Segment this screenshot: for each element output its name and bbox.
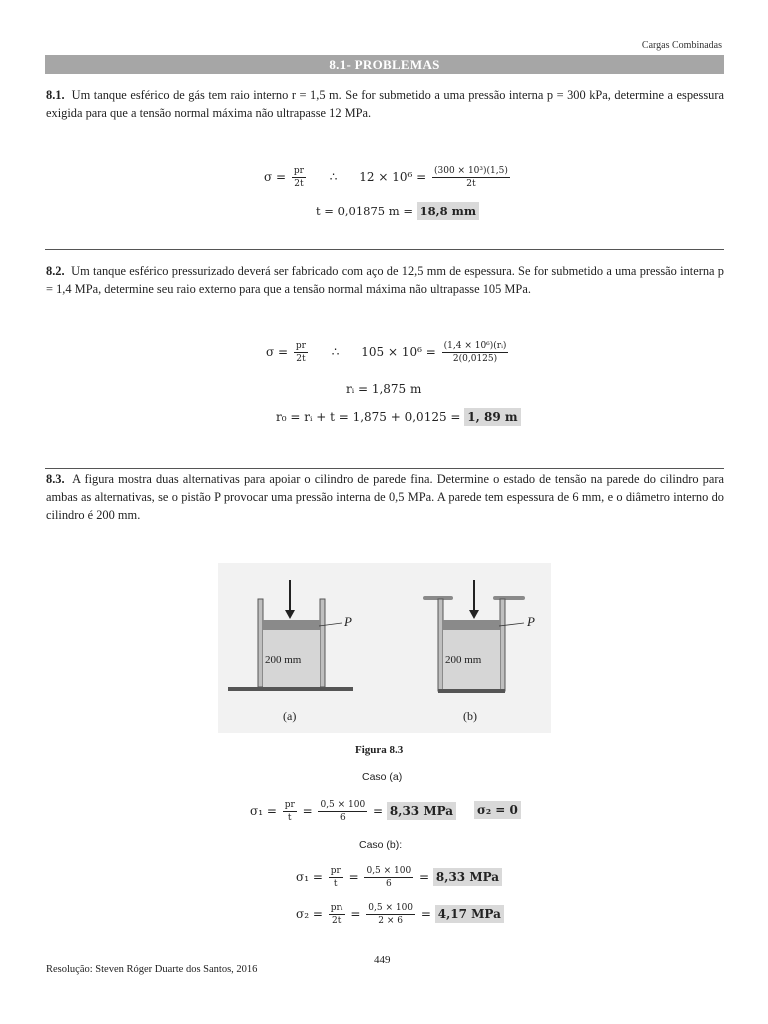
problem-number: 8.3. — [46, 472, 65, 486]
cylinder-bottom — [438, 689, 505, 693]
case-b-sigma2: σ₂ = $\frac{\text{prᵢ}}{2t}$ = $\frac{0,5 \times 100}{2 \times 6}$ = 4,17 MPa — [296, 903, 504, 926]
equation-8-1-a — [264, 166, 512, 189]
problem-number: 8.1. — [46, 88, 65, 102]
problem-text: Um tanque esférico de gás tem raio interno r = 1,5 m. Se for submetido a uma pressão interna p = 300 kPa, determine a espessura exigida para que a tensão normal máxima não ultrapasse 12 MPa. — [46, 88, 724, 120]
fraction: $\frac{\text{prᵢ}}{2t}$ — [330, 903, 343, 926]
ground-base — [228, 687, 353, 691]
page-number: 449 — [374, 954, 391, 966]
fraction: $\frac{\text{(300 × 10³)(1,5)}}{2t}$ — [434, 166, 508, 189]
cylinder-wall-left — [258, 599, 263, 687]
fraction: $\frac{pr}{t}$ — [330, 866, 341, 889]
diameter-label: 200 mm — [445, 654, 482, 666]
result-highlight: σ₂ = 0 — [474, 801, 521, 819]
arrow-head — [285, 610, 295, 619]
divider — [45, 249, 724, 250]
case-b-diagram — [423, 580, 535, 723]
ri-line: rᵢ = 1,875 m — [346, 382, 422, 396]
equation-8-2-a — [266, 341, 510, 364]
label-a: (a) — [283, 709, 297, 723]
section-title-bar: 8.1- PROBLEMAS — [45, 55, 724, 74]
diameter-label: 200 mm — [265, 654, 302, 666]
piston-label: P — [344, 614, 352, 629]
eq-lhs: σ₁ = — [296, 870, 323, 884]
problem-text: A figura mostra duas alternativas para apoiar o cilindro de parede fina. Determine o estado de tensão na parede do cilindro para ambas as alternativas, se o pistão P provocar uma pressão interna de 0,5 MPa. A parede tem espessura de 6 mm, e o diâmetro interno do cilindro é 200 mm. — [46, 472, 725, 522]
fraction: $\frac{\text{(1,4 × 10⁶)(rᵢ)}}{2(0,0125)}$ — [443, 341, 507, 364]
running-header: Cargas Combinadas — [641, 40, 722, 51]
cylinder-diagram — [218, 563, 551, 733]
result-highlight: 18,8 mm — [417, 202, 479, 220]
result-prefix: r₀ = rᵢ + t = 1,875 + 0,0125 = — [276, 410, 461, 424]
fraction: $\frac{0,5 \times 100}{6}$ — [366, 866, 412, 889]
figure-8-3 — [218, 563, 551, 733]
eq-lhs: 12 × 10⁶ = — [359, 170, 427, 184]
result-8-1 — [316, 204, 479, 218]
fraction: $\frac{pr}{2t}$ — [293, 166, 304, 189]
eq-lhs: σ = — [266, 345, 289, 359]
case-a-title: Caso (a) — [362, 771, 403, 783]
label-b: (b) — [463, 709, 477, 723]
problem-8-1-statement — [46, 86, 724, 122]
cylinder-wall-right — [500, 599, 505, 691]
case-b-sigma1: σ₁ = $\frac{pr}{t}$ = $\frac{0,5 \times 100}{6}$ = 8,33 MPa — [296, 866, 502, 889]
result-8-2 — [276, 410, 521, 424]
result-highlight: 8,33 MPa — [387, 802, 456, 820]
case-a-diagram — [228, 580, 353, 723]
cylinder-wall-right — [320, 599, 325, 687]
case-a-sigma2 — [474, 803, 521, 817]
problem-text: Um tanque esférico pressurizado deverá ser fabricado com aço de 12,5 mm de espessura. Se for submetido a uma pressão interna p = 1,4 MPa, determine seu raio externo para que a tensão normal máxima não ultrapasse 105 MPa. — [46, 264, 724, 296]
fraction: $\frac{0,5 \times 100}{2 \times 6}$ — [368, 903, 414, 926]
piston-label: P — [527, 614, 535, 629]
case-a-sigma1: σ₁ = $\frac{pr}{t}$ = $\frac{0,5 \times 100}{6}$ = 8,33 MPa — [250, 800, 456, 823]
figure-caption: Figura 8.3 — [355, 744, 404, 756]
eq-lhs: σ₁ = — [250, 804, 277, 818]
problem-number: 8.2. — [46, 264, 65, 278]
footer-credit: Resolução: Steven Róger Duarte dos Santos, 2016 — [46, 964, 258, 975]
result-highlight: 8,33 MPa — [433, 868, 502, 886]
result-highlight: 1, 89 m — [464, 408, 520, 426]
divider — [45, 468, 724, 469]
eq-lhs: σ = — [264, 170, 287, 184]
case-b-title: Caso (b): — [359, 839, 403, 851]
result-highlight: 4,17 MPa — [435, 905, 504, 923]
result-prefix: t = 0,01875 m = — [316, 204, 413, 218]
therefore-symbol: ∴ — [329, 170, 338, 184]
eq-lhs: σ₂ = — [296, 907, 323, 921]
fraction: $\frac{pr}{t}$ — [284, 800, 295, 823]
fraction: $\frac{0,5 \times 100}{6}$ — [320, 800, 366, 823]
piston — [443, 620, 500, 630]
arrow-head — [469, 610, 479, 619]
piston — [263, 620, 320, 630]
cylinder-wall-left — [438, 599, 443, 691]
problem-8-2-statement — [46, 262, 724, 298]
fraction: $\frac{pr}{2t}$ — [295, 341, 306, 364]
eq-lhs: 105 × 10⁶ = — [361, 345, 436, 359]
therefore-symbol: ∴ — [331, 345, 340, 359]
problem-8-3-statement — [46, 470, 724, 524]
support-right — [493, 596, 525, 600]
